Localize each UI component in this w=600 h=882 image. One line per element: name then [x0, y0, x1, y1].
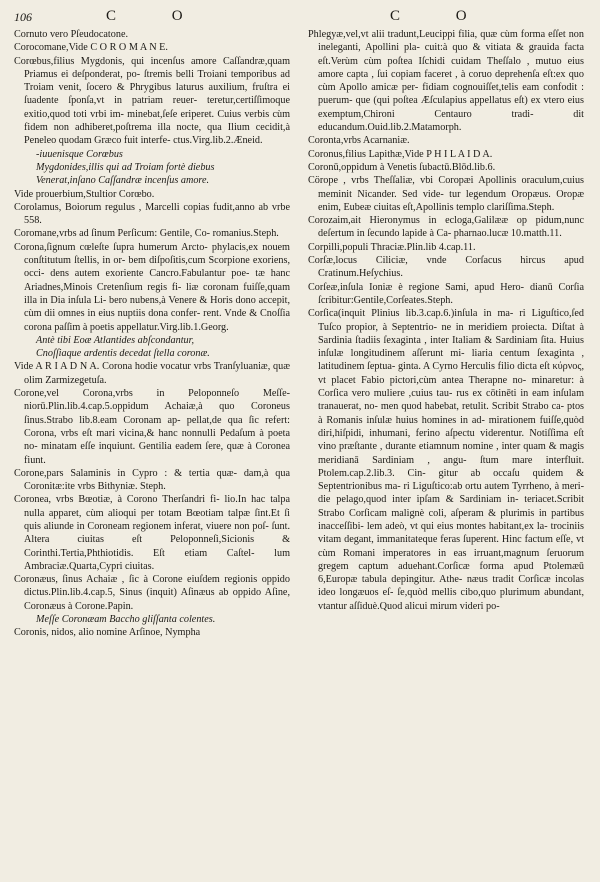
dictionary-entry: Corſæ,locus Ciliciæ, vnde Corſacus hircus apud Cratinum.Heſychius. [308, 255, 584, 280]
dictionary-entry: Coronæus, ſinus Achaiæ , ſic à Corone eiuſdem regionis oppido dictus.Plin.lib.4.cap.5, Sinus (inquit) Aſinæus ab oppido Aſine, Coronæus à Corone.Papin. [14, 574, 290, 612]
left-running-head: C O [106, 8, 209, 24]
dictionary-entry: Coronis, nidos, alio nomine Arſinoe, Nympha [14, 627, 201, 639]
page-number: 106 [14, 10, 32, 24]
dictionary-entry: Coronū,oppidum à Venetis ſubactū.Blōd.lib.6. [308, 161, 496, 173]
right-running-head: C O [390, 8, 493, 24]
verse-quotation: Antè tibi Eoæ Atlantides abſcondantur, [36, 334, 194, 346]
dictionary-entry: Vide A R I A D N A. Corona hodie vocatur vrbs Tranſyluaniæ, quæ olim Zarmizegetuſa. [14, 361, 290, 386]
dictionary-entry: Corone,vel Corona,vrbs in Peloponneſo Meſſe‑ niorū.Plin.lib.4.cap.5.oppidum Achaiæ,à quo Coroneus ſinus.Strabo lib.8.eam Coronam ap‑ pellat,de qua ſic refert: Corona, vrbs eſt mari vicina,& hanc nonnulli Pedaſum à poeta no‑ minatam eſſe inquiunt. Gentilia eadem ſere, quæ à Coronea fiunt. [14, 388, 290, 466]
verse-quotation: Mygdonides,illis qui ad Troiam fortè diebus [36, 161, 215, 173]
verse-quotation: Venerat,inſano Caſſandræ incenſus amore. [36, 175, 210, 187]
verse-quotation: Cnoſſiaque ardentis decedat ſtella coronæ. [36, 348, 210, 360]
left-column [14, 28, 290, 640]
dictionary-entry: Corœbus,filius Mygdonis, qui incenſus amore Caſſandræ,quam Priamus ei deſponderat, po‑ ſtremis belli Troiani temporibus ad Troiam venit, ſocero & Phrygibus laturus auxilium, fruſtra ei ſuadente ſponſa,vt in patriam reuer‑ teretur,certiſſimoque exitio,quod toti vrbi im‑ minebat,ſeſe eriperet. Cuius verbis cùm fidem non adhiberet,poſtrema illa nocte, qua Ilium cecidit,à Peneleo quodam Græco fuit interfe‑ ctus.Virg.lib.2.Æneid. [14, 55, 290, 147]
dictionary-entry: Corpilli,populi Thraciæ.Plin.lib 4.cap.11. [308, 241, 476, 253]
dictionary-entry: Corocomane,Vide C O R O M A N E. [14, 42, 168, 54]
dictionary-entry: Vide prouerbium,Stultior Corœbo. [14, 188, 155, 200]
dictionary-entry: Coronea, vrbs Bœotiæ, à Corono Therſandri fi‑ lio.In hac talpa nulla apparet, cùm alioqui per totam Bœotiam talpæ ſint.Et ſi quis aliunde in Coroneam regionem inferat, viuere non poſ‑ ſunt. Altera ciuitas eſt Peloponneſi,Sicionis & Corinthi.Tertia,Phthiotidis. Eſt etiam Caſtel‑ lum Ambraciæ.Quarta,Cypri ciuitas. [14, 494, 290, 572]
dictionary-entry: Cörope , vrbs Theſſaliæ, vbi Coropæi Apollinis oraculum,cuius meminit Nicander. Sed vide‑ tur legendum Oropæus. Oropæ enim, Eubeæ ciuitas eſt,Apollinis templo clariſſima.Steph. [308, 175, 584, 213]
dictionary-entry: Corolamus, Boiorum regulus , Marcelli copias fudit,anno ab vrbe 558. [14, 201, 290, 227]
dictionary-entry: Corona,ſignum cœleſte ſupra humerum Arcto‑ phylacis,ex nouem conſtitutum ſtellis, in or‑ bem diſpoſitis,cum Scorpione exoriens, occi‑ dens autem exoriente Cancro.Fabulantur poe‑ tæ hanc Ariadnes,Minois Cretenſium regis fi‑ liæ coronam fuiſſe,quam illa in Dia inſula Li‑ bero nubens,à Venere & Horis dono accepit, cùm dii omnes in eius nuptiis dona confer‑ rent. Vnde & Cnoſſia corona paſſim à poetis appellatur.Virg.lib.1.Georg. [14, 241, 290, 333]
running-header [14, 8, 586, 30]
verse-quotation: Meſſe Coronæam Baccho gliſſanta colentes. [36, 614, 216, 626]
dictionary-entry: Phlegyæ,vel,vt alii tradunt,Leucippi filia, quæ cùm forma eſſet non ineleganti, Apollini pla‑ cuit:à quo & vitiata & grauida facta eſt.Verùm cùm poſtea Iſchidi cuidam Theſſalo , mutuo eius amore capta , ſui copiam faceret , à coruo deprehenſa eſt:ex quo cùm Apollo amicæ per‑ fidiam cognouiſſet,telis eam confodit : puerum‑ que (qui poſtea Æſculapius appellatus eſt) ex vtero eius exemptum,Chironi Centauro tradi‑ dit educandum.Ouid.lib.2.Matamorph. [308, 29, 584, 134]
dictionary-entry: Cornuto vero Pſeudocatone. [14, 29, 129, 40]
dictionary-entry: Corone,pars Salaminis in Cypro : & tertia quæ‑ dam,à qua Coronitæ:ite vrbs Bithyniæ. Steph. [14, 467, 290, 493]
right-column [308, 28, 584, 613]
dictionary-entry: Coronta,vrbs Acarnaniæ. [308, 135, 410, 147]
dictionary-entry: Corſica(inquit Plinius lib.3.cap.6.)inſula in ma‑ ri Liguſtico,ſed Tuſco propior, à Septentrio‑ ne in meridiem proiecta. Diſtat à Sardinia ſtadiis ſexaginta , inter Italiam & Sardiniam ſita. Huius inſulæ longitudinem aſſerunt mi‑ liaria centum ſexaginta , latitudinem ſeptua‑ ginta. A Cyrno Herculis filio dicta eſt κύρνος, vt placet Fabio pictori,cùm antea Therapne no‑ minaretur: à Corſica vero muliere ,cuius tau‑ rus ex cōtinēti in eam inſulam tranauerat, no‑ men quod habebat, retulit. Scribit Strabo ca‑ ptos à Romanis inſulæ huius homines in ad‑ mirationem fuiſſe,quòd diri,hiſpidi, inhumani, ferino aſpectu viderentur. Notiſſima eſt vino præſtante , durante etiamnum nomine , inter quam & magis meridianā Sardiniam , angu‑ ſtum mare interfluit. Ptolem.cap.2.lib.3. Cin‑ gitur ab occaſu quidem & Septentrionibus ma‑ ri Liguſtico:ab ortu autem Tyrrheno, à meri‑ die pelago,quod inter ipſam & Sardiniam in‑ teriacet.Scribit Strabo Corſicam malignè coli, aſperam & plurimis in partibus inacceſſibi‑ lem adeò, vt qui eius montes habitant,ex la‑ trociniis vitam degant, immanitateque feras ſuperent. Hinc factum eſſe, vt cùm Romani imperatores in eas irruant,magnum ſeruorum gregem captum aduehant.Corſicæ forma apud Ptolemæū 6,Europæ tabula depingitur. Athe‑ næus tradit Corſicæ incolas ideo longæuos eſ‑ ſe,quòd mellis cibo,quo plurimum abundant, vtantur aſſiduè.Quod alicui mirum videri po‑ [308, 308, 584, 612]
dictionary-entry: Corozaim,ait Hieronymus in ecloga,Galilææ op pidum,nunc deſertum in ſecundo lapide à Ca‑ pharnao.lucæ 10.matth.11. [308, 215, 584, 240]
verse-quotation: ‑iuuenisque Corœbus [36, 148, 123, 160]
dictionary-entry: Coromane,vrbs ad ſinum Perſicum: Gentile, Co‑ romanius.Steph. [14, 228, 279, 240]
dictionary-entry: Coronus,filius Lapithæ,Vide P H I L A I D A. [308, 148, 493, 160]
dictionary-entry: Corſeæ,inſula Ioniæ è regione Sami, apud Hero‑ dianū Corſia ſcribitur:Gentile,Corſeates.Steph. [308, 281, 584, 306]
